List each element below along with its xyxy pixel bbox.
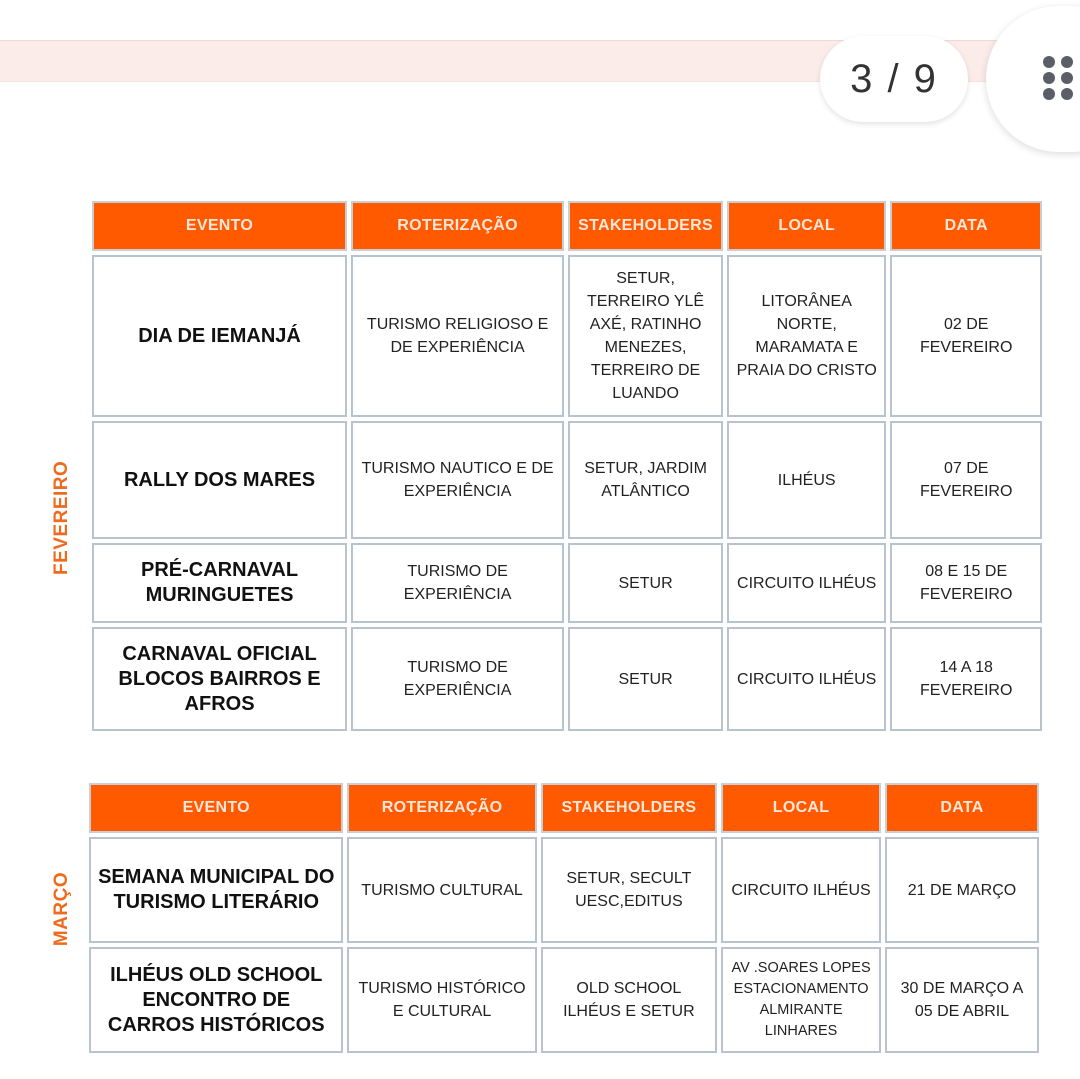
cell-stakeholders: SETUR, TERREIRO YLÊ AXÉ, RATINHO MENEZES, TERREIRO DE LUANDO (568, 255, 723, 417)
column-header-stakeholders: STAKEHOLDERS (541, 783, 718, 833)
page-indicator-text: 3 / 9 (850, 56, 938, 101)
cell-data: 21 DE MARÇO (885, 837, 1039, 943)
column-header-data: DATA (890, 201, 1042, 251)
table-row (89, 837, 1039, 943)
events-table-fevereiro (88, 197, 1046, 735)
cell-local: LITORÂNEA NORTE, MARAMATA E PRAIA DO CRISTO (727, 255, 886, 417)
cell-evento: RALLY DOS MARES (92, 421, 347, 539)
cell-evento: CARNAVAL OFICIAL BLOCOS BAIRROS E AFROS (92, 627, 347, 731)
column-header-local: LOCAL (721, 783, 881, 833)
cell-roterizacao: TURISMO RELIGIOSO E DE EXPERIÊNCIA (351, 255, 564, 417)
cell-local: AV .SOARES LOPES ESTACIONAMENTO ALMIRANTE LINHARES (721, 947, 881, 1053)
table-row (92, 543, 1042, 623)
cell-roterizacao: TURISMO HISTÓRICO E CULTURAL (347, 947, 536, 1053)
column-header-evento: EVENTO (89, 783, 343, 833)
page-indicator (820, 36, 968, 122)
cell-local: CIRCUITO ILHÉUS (727, 543, 886, 623)
table-header-row (89, 783, 1039, 833)
month-label-fevereiro: FEVEREIRO (51, 460, 72, 575)
cell-evento: SEMANA MUNICIPAL DO TURISMO LITERÁRIO (89, 837, 343, 943)
cell-data: 30 DE MARÇO A 05 DE ABRIL (885, 947, 1039, 1053)
cell-evento: DIA DE IEMANJÁ (92, 255, 347, 417)
cell-local: CIRCUITO ILHÉUS (721, 837, 881, 943)
grid-dots-icon[interactable] (1043, 56, 1073, 100)
cell-evento: ILHÉUS OLD SCHOOL ENCONTRO DE CARROS HISTÓRICOS (89, 947, 343, 1053)
events-table-marco (85, 779, 1043, 1057)
cell-evento: PRÉ-CARNAVAL MURINGUETES (92, 543, 347, 623)
column-header-stakeholders: STAKEHOLDERS (568, 201, 723, 251)
cell-data: 07 DE FEVEREIRO (890, 421, 1042, 539)
cell-data: 08 E 15 DE FEVEREIRO (890, 543, 1042, 623)
cell-stakeholders: SETUR, JARDIM ATLÂNTICO (568, 421, 723, 539)
cell-data: 02 DE FEVEREIRO (890, 255, 1042, 417)
table-row (92, 627, 1042, 731)
cell-local: ILHÉUS (727, 421, 886, 539)
month-label-marco: MARÇO (51, 871, 72, 947)
cell-local: CIRCUITO ILHÉUS (727, 627, 886, 731)
cell-data: 14 A 18 FEVEREIRO (890, 627, 1042, 731)
table-header-row (92, 201, 1042, 251)
cell-roterizacao: TURISMO CULTURAL (347, 837, 536, 943)
cell-roterizacao: TURISMO DE EXPERIÊNCIA (351, 627, 564, 731)
table-row (92, 255, 1042, 417)
column-header-roterizacao: ROTERIZAÇÃO (347, 783, 536, 833)
cell-stakeholders: SETUR (568, 627, 723, 731)
column-header-evento: EVENTO (92, 201, 347, 251)
column-header-roterizacao: ROTERIZAÇÃO (351, 201, 564, 251)
cell-stakeholders: SETUR, SECULT UESC,EDITUS (541, 837, 718, 943)
table-row (92, 421, 1042, 539)
cell-stakeholders: OLD SCHOOL ILHÉUS E SETUR (541, 947, 718, 1053)
table-row (89, 947, 1039, 1053)
column-header-local: LOCAL (727, 201, 886, 251)
cell-stakeholders: SETUR (568, 543, 723, 623)
cell-roterizacao: TURISMO DE EXPERIÊNCIA (351, 543, 564, 623)
column-header-data: DATA (885, 783, 1039, 833)
cell-roterizacao: TURISMO NAUTICO E DE EXPERIÊNCIA (351, 421, 564, 539)
